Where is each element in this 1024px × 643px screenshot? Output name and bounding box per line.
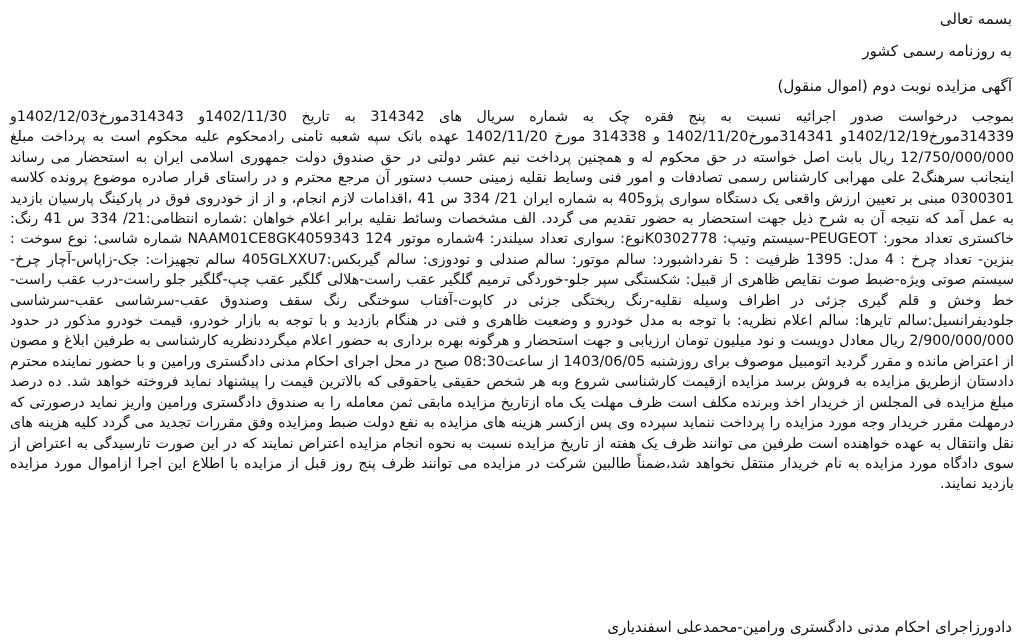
notice-body-text: بموجب درخواست صدور اجرائیه نسبت به پنج فقره چک به شماره سریال های 314342 به تاریخ 1402/11/30و 314343مورخ1402/12/03و 314339مورخ1402/12/19و 314341مورخ1402/11/20 و 314338 مورخ 1402/11/20 عهده بانک سپه شعبه ثامنی رادمحکوم علیه محکوم است به پرداخت مبلغ 12/750/000/000 ریال بابت اصل خواسته در حق محکوم له و همچنین پرداخت نیم عشر دولتی در حق صندوق دولت جمهوری اسلامی ایران به استحضار می رساند اینجانب سرهنگ2 علی مهرابی کارشناس رسمی تصادفات و امور فنی وسایط نقلیه زمینی حسب دستور آن مرجع محترم و در راستای قرار صادره موضوع پرونده کلاسه 0300301 مبنی بر تعیین ارزش واقعی یک دستگاه سواری پژو405 به شماره ایران 21/ 334 س 41 ،اقدامات لازم انجام، و از از خودروی فوق در پارکینگ پارسیان بازدید به عمل آمد که نتیجه آن به شرح ذیل جهت استحضار به حضور تقدیم می گردد. الف مشخصات وسائط نقلیه برابر اعلام خواهان :شماره انتظامی:21/ 334 س 41 رنگ: خاکستری تعداد محور: PEUGEOT-سیستم وتیپ: K0302778نوع: سواری تعداد سیلندر: 4شماره موتور 124 NAAM01CE8GK4059343 شماره شاسی: نوع سوخت : بنزین- تعداد چرخ : 4 مدل: 1395 ظرفیت : 5 نفرداشبورد: سالم موتور: سالم صندلی و تودوزی: سالم گیربکس:405GLXXU7 سالم تجهیزات: جک-زاپاس-آچار چرخ-سیستم صوتی ویژه-ضبط صوت نقایص ظاهری از قبیل: شکستگی سپر جلو-خوردگی ترمیم گلگیر عقب راست-هلالی گلگیر عقب چپ-گلگیر جلو راست-درب عقب راست-خط وخش و قلم گیری جزئی در اطراف وسیله نقلیه-رنگ ریختگی جزئی در کاپوت-آفتاب سوختگی رنگ سقف وصندوق عقب-سرشاسی عقب-سرشاسی جلودیفرانسیل:سالم تایرها: سالم اعلام نظریه: با توجه به مدل خودرو و وضعیت ظاهری و فنی در هنگام بازدید و با توجه به بازار خودرو، قیمت خودرو مذکور در حدود 2/900/000/000 ریال معادل دویست و نود میلیون تومان ارزیابی و جهت استحضار و هرگونه بهره برداری به حضور اعلام میگرددنظریه کارشناسی به طرفین ابلاغ و مصون از اعتراض مانده و مقرر گردید اتومبیل موصوف برای روزشنبه 1403/06/05 از ساعت08:30 صبح در محل اجرای احکام مدنی دادگستری ورامین و با حضور نماینده محترم دادستان ازطریق مزایده به فروش برسد مزایده ازقیمت کارشناسی شروع وبه هر شخص حقیقی یاحقوقی که بالاترین قیمت را پیشنهاد نماید فروخته خواهد شد. ده درصد مبلغ مزایده فی المجلس از خریدار اخذ وبرنده مکلف است ظرف مهلت یک ماه ازتاریخ مزایده مابقی ثمن معامله را به صندوق دادگستری ورامین واریز نماید درصورتی که درمهلت مقرر خریدار وجه مورد مزایده را پرداخت ننماید سپرده وی پس ازکسر هزینه های مزایده به نفع دولت ضبط ومزایده وفق مقررات تجدید می گردد کلیه هزینه های نقل وانتقال به عهده خواهنده است طرفین می توانند ظرف یک هفته از تاریخ مزایده نسبت به نحوه انجام مزایده اعتراض نمایند که در این صورت تارسیدگی به اعتراض از سوی دادگاه مورد مزایده به نام خریدار منتقل نخواهد شد،ضمناً طالبین شرکت در مزایده می توانند ظرف پنج روز قبل از مزایده با اطلاع این اجرا ازاموال مورد مزایده بازدید نمایند. <box>10 109 1015 493</box>
newspaper-line: به روزنامه رسمی کشور <box>862 42 1012 60</box>
notice-title: آگهی مزایده نوبت دوم (اموال منقول) <box>777 77 1012 95</box>
basmala-heading: بسمه تعالی <box>939 10 1012 28</box>
signature-line: دادورزاجرای احکام مدنی دادگستری ورامین-محمدعلی اسفندیاری <box>607 618 1012 636</box>
